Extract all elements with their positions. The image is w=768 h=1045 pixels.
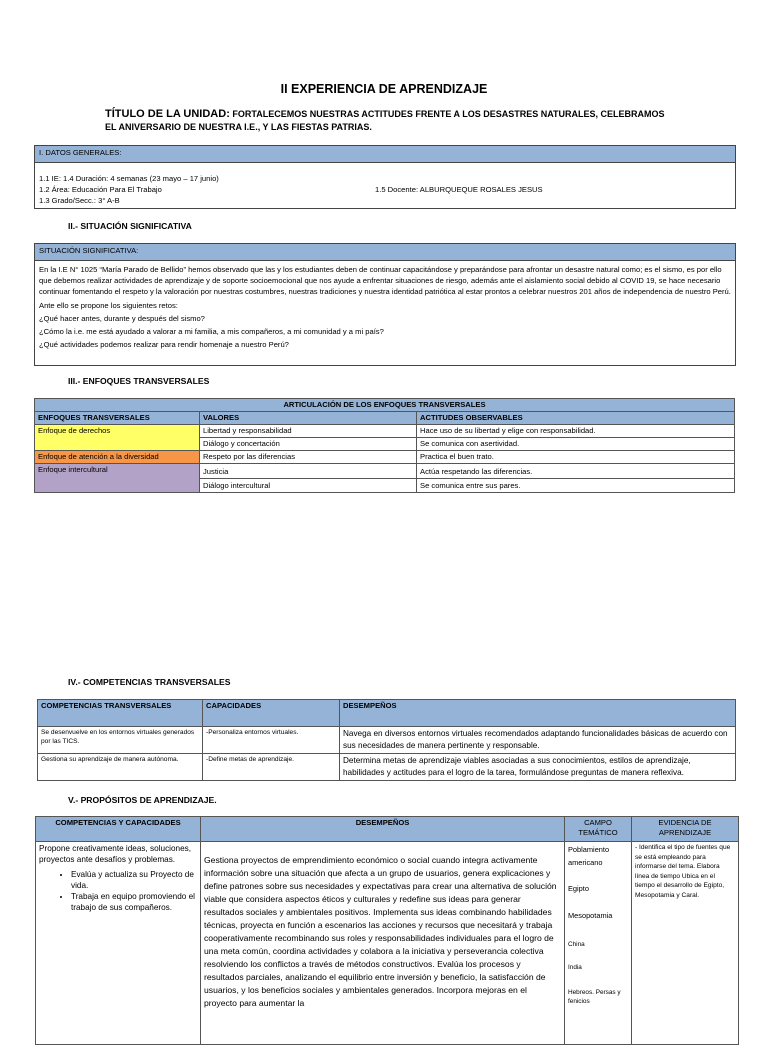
enfoques-section-title: III.- ENFOQUES TRANSVERSALES xyxy=(68,376,210,386)
propositos-competencia: Propone creativamente ideas, soluciones, proyectos ante desafíos y problemas. xyxy=(39,844,192,864)
propositos-table xyxy=(35,816,739,1045)
actitud-cell: Actúa respetando las diferencias. xyxy=(417,464,735,479)
valor-cell: Respeto por las diferencias xyxy=(200,451,417,464)
actitud-cell: Se comunica entre sus pares. xyxy=(417,479,735,493)
actitud-cell: Hace uso de su libertad y elige con responsabilidad. xyxy=(417,425,735,438)
enfoque-derechos: Enfoque de derechos xyxy=(35,425,200,451)
situacion-paragraph: En la I.E N° 1025 “María Parado de Bellido” hemos observado que las y los estudiantes deben de continuar capacitándose y preparándose para afrontar un desastre natural como; es el sismo, es por ello que debemos realizar actividades de aprendizaje y de soporte socioemocional que nos ayude a enfrentar situaciones de riesgo, además ante el aislamiento social debido al COVID 19, se hace necesario continuar fomentando el respeto y la valoración por nuestras costumbres, nuestras tradiciones y nuestra identidad patriótica al estar prontos a celebrar nuestros 201 años de independencia de nuestro Perú. xyxy=(39,265,731,296)
situacion-section-title: II.- SITUACIÓN SIGNIFICATIVA xyxy=(68,221,192,231)
enfoques-col-enfoques: ENFOQUES TRANSVERSALES xyxy=(35,412,200,425)
propositos-evidencia: - Identifica el tipo de fuentes que se está empleando para informarse del tema. Elabora línea de tiempo Ubica en el tiempo el desarrollo de Egipto, Mesopotamia y Caral. xyxy=(635,844,731,899)
valor-cell: Justicia xyxy=(200,464,417,479)
competencia-cell: Se desenvuelve en los entornos virtuales generados por las TICS. xyxy=(38,727,203,754)
situacion-question-2: ¿Cómo la i.e. me está ayudado a valorar a mi familia, a mis compañeros, a mi comunidad y a mi país? xyxy=(39,327,384,336)
capacidad-item: • Evalúa y actualiza su Proyecto de vida. xyxy=(71,869,197,891)
enfoques-table-title: ARTICULACIÓN DE LOS ENFOQUES TRANSVERSALES xyxy=(35,399,735,412)
situacion-box xyxy=(34,243,736,366)
datos-line-area: 1.2 Área: Educación Para El Trabajo xyxy=(39,185,162,194)
situacion-retos-intro: Ante ello se propone los siguientes retos: xyxy=(39,301,178,310)
propositos-col-campo: CAMPO TEMÁTICO xyxy=(565,817,632,842)
competencias-col-3: DESEMPEÑOS xyxy=(340,700,736,727)
enfoque-diversidad: Enfoque de atención a la diversidad xyxy=(35,451,200,464)
actitud-cell: Se comunica con asertividad. xyxy=(417,438,735,451)
competencias-table xyxy=(37,699,736,781)
valor-cell: Diálogo intercultural xyxy=(200,479,417,493)
enfoques-col-valores: VALORES xyxy=(200,412,417,425)
campo-item: China xyxy=(568,941,585,948)
unit-title-text: FORTALECEMOS NUESTRAS ACTITUDES FRENTE A LOS DESASTRES NATURALES, CELEBRAMOS EL ANIVERSARIO DE NUESTRA I.E., Y LAS FIESTAS PATRIAS. xyxy=(105,109,665,132)
valor-cell: Libertad y responsabilidad xyxy=(200,425,417,438)
actitud-cell: Practica el buen trato. xyxy=(417,451,735,464)
propositos-evidencia-cell xyxy=(632,842,739,1045)
datos-generales-header: I. DATOS GENERALES: xyxy=(35,146,735,163)
campo-item: Egipto xyxy=(568,884,589,893)
desempeno-cell: Navega en diversos entornos virtuales recomendados adaptando funcionalidades básicas de acuerdo con sus necesidades de manera pertinente y responsable. xyxy=(340,727,736,754)
page-title: II EXPERIENCIA DE APRENDIZAJE xyxy=(280,82,488,96)
capacidad-cell: -Define metas de aprendizaje. xyxy=(203,754,340,781)
situacion-header: SITUACIÓN SIGNIFICATIVA: xyxy=(35,244,735,261)
enfoques-col-actitudes: ACTITUDES OBSERVABLES xyxy=(417,412,735,425)
propositos-col-evidencia: EVIDENCIA DE APRENDIZAJE xyxy=(632,817,739,842)
datos-line-grado: 1.3 Grado/Secc.: 3° A-B xyxy=(39,196,120,205)
campo-item: Mesopotamia xyxy=(568,911,613,920)
propositos-col-competencias: COMPETENCIAS Y CAPACIDADES xyxy=(36,817,201,842)
capacidad-cell: -Personaliza entornos virtuales. xyxy=(203,727,340,754)
datos-docente: 1.5 Docente: ALBURQUEQUE ROSALES JESUS xyxy=(375,185,543,194)
competencias-col-2: CAPACIDADES xyxy=(203,700,340,727)
situacion-question-3: ¿Qué actividades podemos realizar para rendir homenaje a nuestro Perú? xyxy=(39,340,289,349)
competencias-col-1: COMPETENCIAS TRANSVERSALES xyxy=(38,700,203,727)
unit-title xyxy=(105,108,665,134)
propositos-col-desempenos: DESEMPEÑOS xyxy=(201,817,565,842)
unit-title-label: TÍTULO DE LA UNIDAD: xyxy=(105,108,230,120)
datos-line-ie: 1.1 IE: 1.4 Duración: 4 semanas (23 mayo – 17 junio) xyxy=(39,174,219,183)
desempeno-cell: Determina metas de aprendizaje viables asociadas a sus conocimientos, estilos de aprendizaje, habilidades y actitudes para el logro de la tarea, formulándose preguntas de manera reflexiva. xyxy=(340,754,736,781)
situacion-question-1: ¿Qué hacer antes, durante y después del sismo? xyxy=(39,314,205,323)
campo-item: Poblamiento americano xyxy=(568,845,610,867)
capacidad-item: • Trabaja en equipo promoviendo el trabajo de sus compañeros. xyxy=(71,891,197,913)
propositos-competencia-cell xyxy=(36,842,201,1045)
datos-generales-box xyxy=(34,145,736,209)
enfoques-table xyxy=(34,398,735,493)
campo-item: India xyxy=(568,964,582,971)
campo-item: Hebreos. Persas y fenicios xyxy=(568,989,621,1005)
propositos-desempeno: Gestiona proyectos de emprendimiento económico o social cuando integra activamente información sobre una situación que afecta a un grupo de usuarios, genera explicaciones y define patrones sobre sus necesidades y expectativas para crear una alternativa de solución viable que considera aspectos éticos y culturales y redefine sus ideas para generar resultados sociales y ambientales positivos. Implementa sus ideas combinando habilidades técnicas, proyecta en función a escenarios las acciones y recursos que necesitará y trabaja cooperativamente recombinando sus roles y responsabilidades individuales para el logro de una meta común, coordina actividades y colabora a la iniciativa y perseverancia colectiva resolviendo los conflictos a través de métodos constructivos. Evalúa los procesos y resultados parciales, analizando el equilibrio entre inversión y beneficio, la satisfacción de usuarios, y los beneficios sociales y ambientales generados. Incorpora mejoras en el proyecto para aumentar la xyxy=(204,855,557,1008)
propositos-section-title: V.- PROPÓSITOS DE APRENDIZAJE. xyxy=(68,795,217,805)
competencias-section-title: IV.- COMPETENCIAS TRANSVERSALES xyxy=(68,677,231,687)
competencia-cell: Gestiona su aprendizaje de manera autónoma. xyxy=(38,754,203,781)
enfoque-intercultural: Enfoque intercultural xyxy=(35,464,200,493)
valor-cell: Diálogo y concertación xyxy=(200,438,417,451)
propositos-campo-cell xyxy=(565,842,632,1045)
propositos-desempeno-cell xyxy=(201,842,565,1045)
